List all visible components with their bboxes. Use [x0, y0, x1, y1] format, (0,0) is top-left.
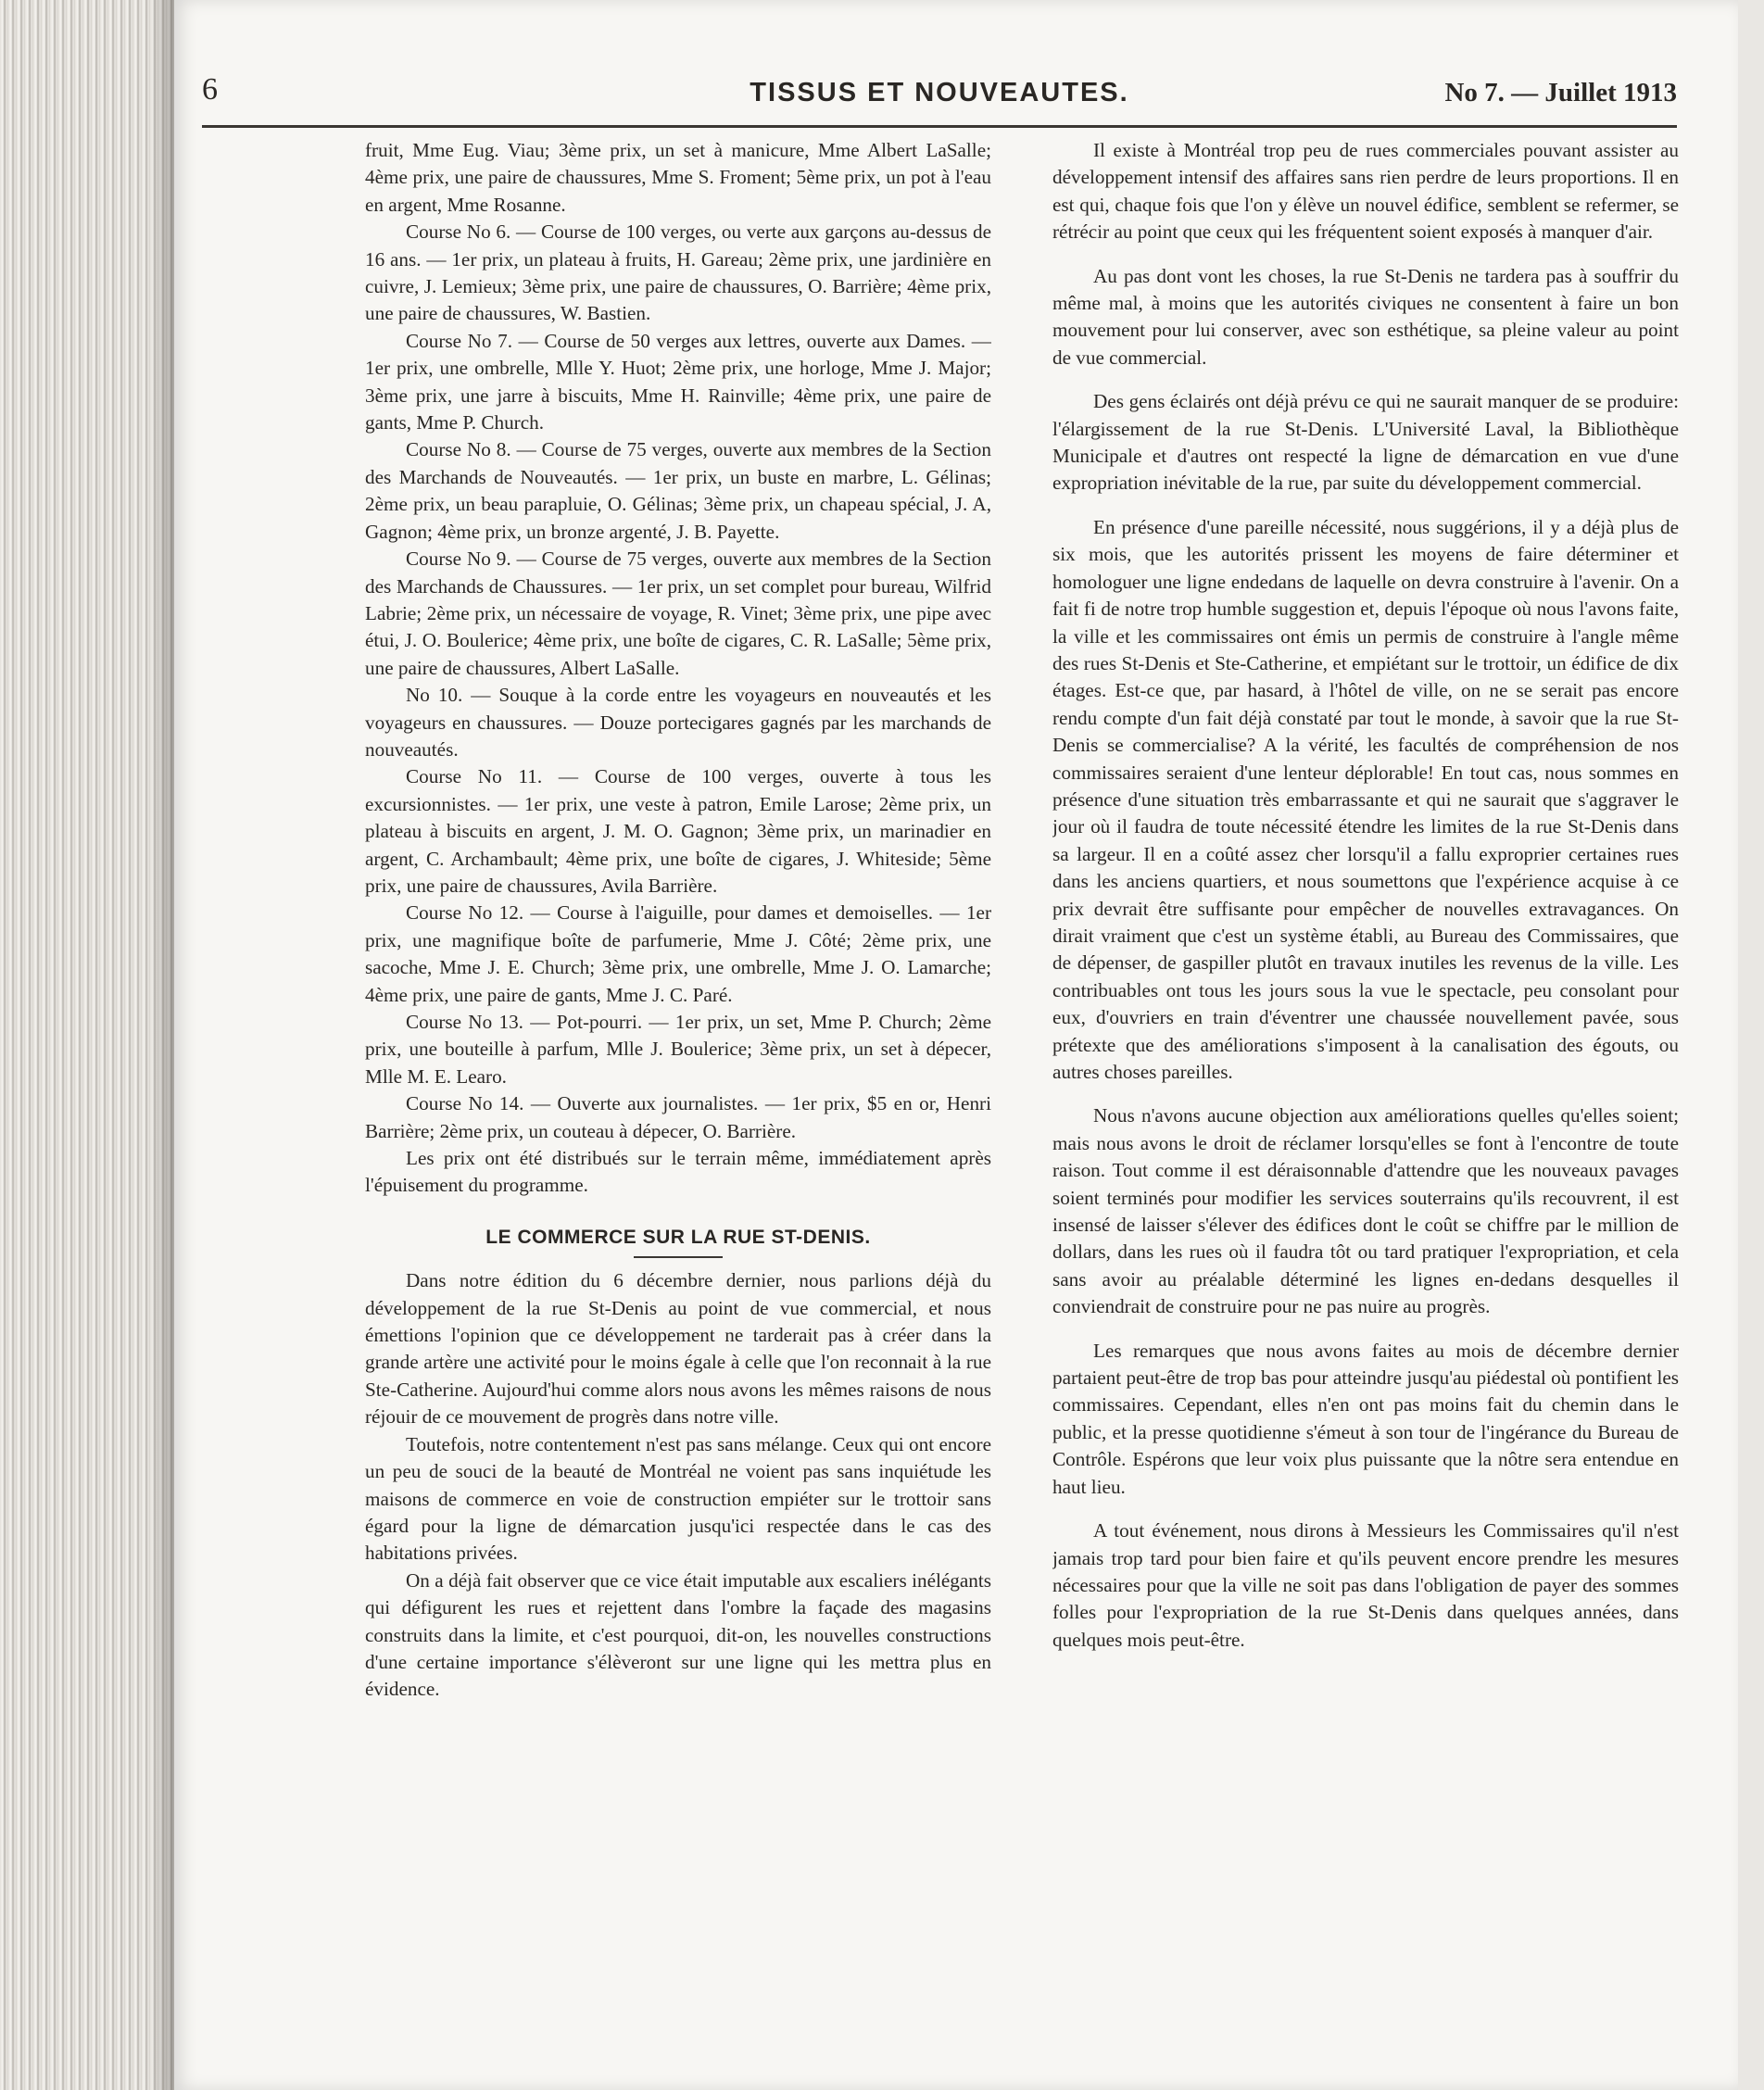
paragraph: fruit, Mme Eug. Viau; 3ème prix, un set à manicure, Mme Albert LaSalle; 4ème prix, une paire de chaussures, Mme S. Froment; 5ème prix, un pot à l'eau en argent, Mme Rosanne.: [365, 139, 991, 216]
header-rule: [202, 125, 1677, 128]
paragraph: Des gens éclairés ont déjà prévu ce qui ne saurait manquer de se produire: l'élargissement de la rue St-Denis. L'Université Laval, la Bibliothèque Municipale et d'autres ont respecté la ligne de démarcation en vue d'une expropriation inévitable de la rue, par suite du développement commercial.: [1052, 390, 1679, 495]
paragraph: Course No 14. — Ouverte aux journalistes. — 1er prix, $5 en or, Henri Barrière; 2ème prix, un couteau à dépecer, O. Barrière.: [365, 1092, 991, 1142]
left-column: [365, 137, 991, 2064]
paragraph: Dans notre édition du 6 décembre dernier, nous parlions déjà du développement de la rue St-Denis au point de vue commercial, et nous émettions l'opinion que ce développement ne tarderait pas à créer dans la grande artère une activité pour le moins égale à celle que l'on reconnait à la rue Ste-Catherine. Aujourd'hui comme alors nous avons les mêmes raisons de nous réjouir de ce mouvement de progrès dans notre ville.: [365, 1269, 991, 1429]
paragraph: Course No 11. — Course de 100 verges, ouverte à tous les excursionnistes. — 1er prix, une veste à patron, Emile Larose; 2ème prix, un plateau à biscuits en argent, J. M. O. Gagnon; 3ème prix, un marinadier en argent, C. Archambault; 4ème prix, une boîte de cigares, J. Whiteside; 5ème prix, une paire de chaussures, Avila Barrière.: [365, 765, 991, 897]
paragraph: Course No 8. — Course de 75 verges, ouverte aux membres de la Section des Marchands de Nouveautés. — 1er prix, un buste en marbre, L. Gélinas; 2ème prix, un beau parapluie, O. Gélinas; 3ème prix, un chapeau spécial, J. A, Gagnon; 4ème prix, un bronze argenté, J. B. Payette.: [365, 438, 991, 543]
book-page-edges: [0, 0, 174, 2090]
paragraph: Course No 12. — Course à l'aiguille, pour dames et demoiselles. — 1er prix, une magnifique boîte de parfumerie, Mme J. Côté; 2ème prix, une sacoche, Mme J. E. Church; 3ème prix, une ombrelle, Mme J. O. Lamarche; 4ème prix, une paire de gants, Mme J. C. Paré.: [365, 901, 991, 1006]
paragraph: Course No 13. — Pot-pourri. — 1er prix, un set, Mme P. Church; 2ème prix, une bouteille à parfum, Mlle J. Boulerice; 3ème prix, un set à dépecer, Mlle M. E. Learo.: [365, 1011, 991, 1088]
issue-date: No 7. — Juillet 1913: [1444, 78, 1677, 107]
paragraph: Nous n'avons aucune objection aux améliorations quelles qu'elles soient; mais nous avons le droit de réclamer lorsqu'elles se font à l'encontre de toute raison. Tout comme il est déraisonnable d'attendre que les nouveaux pavages soient terminés pour modifier les services souterrains qu'ils recouvrent, il est insensé de laisser s'élever des édifices dont le coût se chiffre par le million de dollars, dans les rues où il faudra tôt ou tard pratiquer l'expropriation, et cela sans avoir au préalable déterminé les lignes en-dedans desquelles il conviendrait de construire pour ne pas nuire au progrès.: [1052, 1104, 1679, 1318]
paragraph: Les remarques que nous avons faites au mois de décembre dernier partaient peut-être de trop bas pour atteindre jusqu'au piédestal où pontifient les commissaires. Cependant, elles n'en ont pas moins fait du chemin dans le public, et la presse quotidienne s'émeut à son tour de l'ingérance du Bureau de Contrôle. Espérons que leur voix plus puissante que la nôtre sera entendue en haut lieu.: [1052, 1339, 1679, 1498]
paragraph: Les prix ont été distribués sur le terrain même, immédiatement après l'épuisement du programme.: [365, 1147, 991, 1197]
right-column: [1052, 137, 1679, 2064]
journal-title: TISSUS ET NOUVEAUTES.: [750, 78, 1129, 107]
section-title: LE COMMERCE SUR LA RUE ST-DENIS.: [485, 1226, 871, 1248]
paragraph: On a déjà fait observer que ce vice était imputable aux escaliers inélégants qui défigurent les rues et rejettent dans l'ombre la façade des magasins construits dans la limite, et c'est pourquoi, dit-on, les nouvelles constructions d'une certaine importance s'élèveront sur une ligne qui les mettra plus en évidence.: [365, 1568, 991, 1701]
paragraph: Il existe à Montréal trop peu de rues commerciales pouvant assister au développement intensif des affaires sans rien perdre de leurs proportions. Il en est qui, chaque fois que l'on y élève un nouvel édifice, semblent se refermer, se rétrécir au point que ceux qui les fréquentent soient exposés à manquer d'air.: [1052, 139, 1679, 244]
paragraph: Course No 6. — Course de 100 verges, ou verte aux garçons au-dessus de 16 ans. — 1er prix, un plateau à fruits, H. Gareau; 2ème prix, une jardinière en cuivre, J. Lemieux; 3ème prix, une paire de chaussures, O. Barrière; 4ème prix, une paire de chaussures, W. Bastien.: [365, 220, 991, 325]
paragraph: Course No 9. — Course de 75 verges, ouverte aux membres de la Section des Marchands de Chaussures. — 1er prix, un set complet pour bureau, Wilfrid Labrie; 2ème prix, un nécessaire de voyage, R. Vinet; 3ème prix, une pipe avec étui, J. O. Boulerice; 4ème prix, une boîte de cigares, C. R. LaSalle; 5ème prix, une paire de chaussures, Albert LaSalle.: [365, 548, 991, 679]
paragraph: No 10. — Souque à la corde entre les voyageurs en nouveautés et les voyageurs en chaussures. — Douze portecigares gagnés par les marchands de nouveautés.: [365, 684, 991, 761]
paragraph: A tout événement, nous dirons à Messieurs les Commissaires qu'il n'est jamais trop tard pour bien faire et qu'ils peuvent encore prendre les mesures nécessaires pour que la ville ne soit pas dans l'obligation de payer des sommes folles pour l'expropriation de la rue St-Denis dans quelques années, dans quelques mois peut-être.: [1052, 1519, 1679, 1651]
paragraph: Au pas dont vont les choses, la rue St-Denis ne tardera pas à souffrir du même mal, à moins que les autorités civiques ne consentent à faire un bon mouvement pour lui conserver, avec son esthétique, sa pleine valeur au point de vue commercial.: [1052, 264, 1679, 369]
paragraph: En présence d'une pareille nécessité, nous suggérions, il y a déjà plus de six mois, que les autorités prissent les moyens de faire déterminer et homologuer une ligne endedans de laquelle on devra construire à l'avenir. On a fait fi de notre trop humble suggestion et, depuis l'époque où nous l'avons faite, la ville et les commissaires ont émis un permis de construire à l'angle même des rues St-Denis et Ste-Catherine, et empiétant sur le trottoir, un édifice de dix étages. Est-ce que, par hasard, à l'hôtel de ville, on ne se serait pas encore rendu compte d'un fait déjà constaté par tout le monde, à savoir que la rue St-Denis se commercialise? A la vérité, les facultés de compréhension de nos commissaires seraient d'une lenteur déplorable! En tout cas, nous sommes en présence d'une situation très embarrassante et qui ne saurait que s'aggraver le jour où il faudra de toute nécessité étendre les limites de la rue St-Denis dans sa largeur. Il en a coûté assez cher lorsqu'il a fallu exproprier certaines rues dans les anciens quartiers, et nous soumettons que l'expérience acquise à ce prix devrait être suffisante pour empêcher de nouvelles extravagances. On dirait vraiment que c'est un système établi, au Bureau des Commissaires, que de dépenser, de gaspiller plutôt en travaux inutiles les revenus de la ville. Les contribuables ont tous les jours sous la vue le spectacle, peu consolant pour eux, d'ouvriers en train d'éventrer une chaussée nouvellement pavée, sous prétexte que des améliorations s'imposent à la canalisation des égouts, ou autres choses pareilles.: [1052, 515, 1679, 1083]
page-header: [202, 72, 1677, 128]
section-divider: [634, 1256, 723, 1258]
paragraph: Course No 7. — Course de 50 verges aux lettres, ouverte aux Dames. — 1er prix, une ombrelle, Mlle Y. Huot; 2ème prix, une horloge, Mme J. Major; 3ème prix, une jarre à biscuits, Mme H. Rainville; 4ème prix, une paire de gants, Mme P. Church.: [365, 329, 991, 434]
page-number: 6: [202, 72, 218, 107]
paragraph: Toutefois, notre contentement n'est pas sans mélange. Ceux qui ont encore un peu de souci de la beauté de Montréal ne voient pas sans inquiétude les maisons de commerce en voie de construction empiéter sur le trottoir sans égard pour la ligne de démarcation jusqu'ici respectée dans le cas des habitations privées.: [365, 1432, 991, 1565]
